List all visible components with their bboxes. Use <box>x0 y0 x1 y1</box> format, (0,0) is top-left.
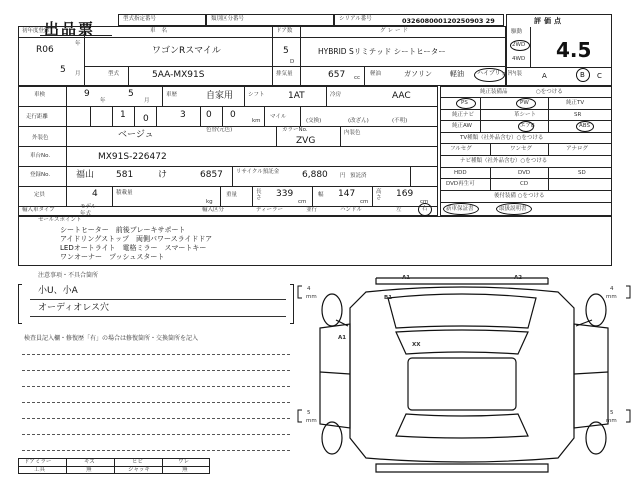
plate-area: 福山 <box>76 170 95 180</box>
equip-sr: SR <box>574 112 582 118</box>
serial-number: 032608000120250903 29 <box>402 17 495 25</box>
equip-pw: PW <box>520 100 529 106</box>
damage-a1-front: A1 <box>402 275 411 281</box>
note-line-2: オーディオレス穴 <box>38 303 110 313</box>
mileage-digit-1: 1 <box>120 110 126 120</box>
score-value: 4.5 <box>556 38 592 62</box>
sales-point-2: アイドリングストップ 両側パワースライドドア <box>60 235 213 243</box>
interior-grade-a: A <box>542 72 547 80</box>
grade: HYBRID Sリミテッド シートヒーター <box>318 47 446 56</box>
mileage-digit-5: 0 <box>230 110 236 120</box>
tread-rear-left: 5 <box>307 410 311 416</box>
drive-4wd: 4WD <box>512 56 526 62</box>
first-reg-month: 5 <box>60 65 66 75</box>
color-number: ZVG <box>296 136 316 146</box>
width: 147 <box>338 189 356 199</box>
mileage-digit-2: 0 <box>143 114 149 124</box>
car-damage-diagram <box>296 268 632 476</box>
first-reg-era: R06 <box>36 45 54 55</box>
score-label: 評価点 <box>534 17 564 25</box>
sheet-title: 出品票 <box>44 20 96 38</box>
doc-manual: 取扱説明書 <box>499 206 527 212</box>
tread-rear-right: 5 <box>610 410 614 416</box>
handle-right: 右 <box>422 206 428 212</box>
drive-2wd: 2WD <box>512 42 526 48</box>
shaken-month: 5 <box>128 89 134 99</box>
equip-navi: 純正ナビ <box>452 112 475 118</box>
recycle-fee: 6,880 <box>302 170 328 180</box>
height: 169 <box>396 189 414 199</box>
header-field-serial: シリアル番号 <box>334 14 504 26</box>
mileage-digit-4: 0 <box>206 110 212 120</box>
header-field-class: 類別区分番号 <box>206 14 334 26</box>
chassis-number: MX91S-226472 <box>98 152 167 162</box>
mileage-digit-3: 3 <box>180 110 186 120</box>
equip-tv: 純正TV <box>566 100 585 106</box>
plate-number: 6857 <box>200 170 223 180</box>
damage-b1: B1 <box>384 295 393 301</box>
damage-a1-side: A1 <box>338 335 347 341</box>
damage-xx: XX <box>412 342 421 348</box>
sales-point-4: ワンオーナー プッシュスタート <box>60 253 165 261</box>
door-count: 5 <box>283 46 289 56</box>
tread-front-left: 4 <box>307 286 311 292</box>
displacement: 657 <box>328 70 346 80</box>
sales-point-1: シートヒーター 前後ブレーキサポート <box>60 226 186 234</box>
shaken-year: 9 <box>84 89 90 99</box>
tread-front-right: 4 <box>610 286 614 292</box>
fuel-hybrid: ハイブリッド <box>477 70 513 77</box>
air-con: AAC <box>392 91 411 101</box>
capacity: 4 <box>92 189 98 199</box>
equip-leather: 革シート <box>514 112 537 118</box>
notes-title: 注意事項・不具合箇所 <box>38 272 99 279</box>
sales-points-title: セールスポイント <box>38 217 82 223</box>
damage-a2-front: A2 <box>514 275 523 281</box>
interior-grade-c: C <box>597 72 602 80</box>
shift: 1AT <box>288 91 305 101</box>
equip-airbag: エアB <box>520 123 535 129</box>
exterior-color: ベージュ <box>118 130 154 140</box>
equip-aw: 純正AW <box>452 123 472 129</box>
interior-grade-b: B <box>580 71 585 79</box>
sales-point-3: LEDオートライト 電格ミラー スマートキー <box>60 244 207 252</box>
length: 339 <box>276 189 294 199</box>
header-field-type: 型式指定番号 <box>118 14 206 26</box>
equip-ps: PS <box>461 100 468 106</box>
equip-abs: ABS <box>579 123 590 129</box>
doc-warranty: 新車保証書 <box>446 206 474 212</box>
car-name: ワゴンRスマイル <box>152 46 221 56</box>
model-code: 5AA-MX91S <box>152 70 205 80</box>
plate-class: 581 <box>116 170 134 180</box>
note-line-1: 小U、小A <box>38 286 78 296</box>
inspector-note-title: 検査員記入欄・修復歴「有」の場合は修復箇所・交換箇所を記入 <box>24 335 199 342</box>
plate-kana: け <box>158 170 168 180</box>
usage: 自家用 <box>206 91 234 101</box>
